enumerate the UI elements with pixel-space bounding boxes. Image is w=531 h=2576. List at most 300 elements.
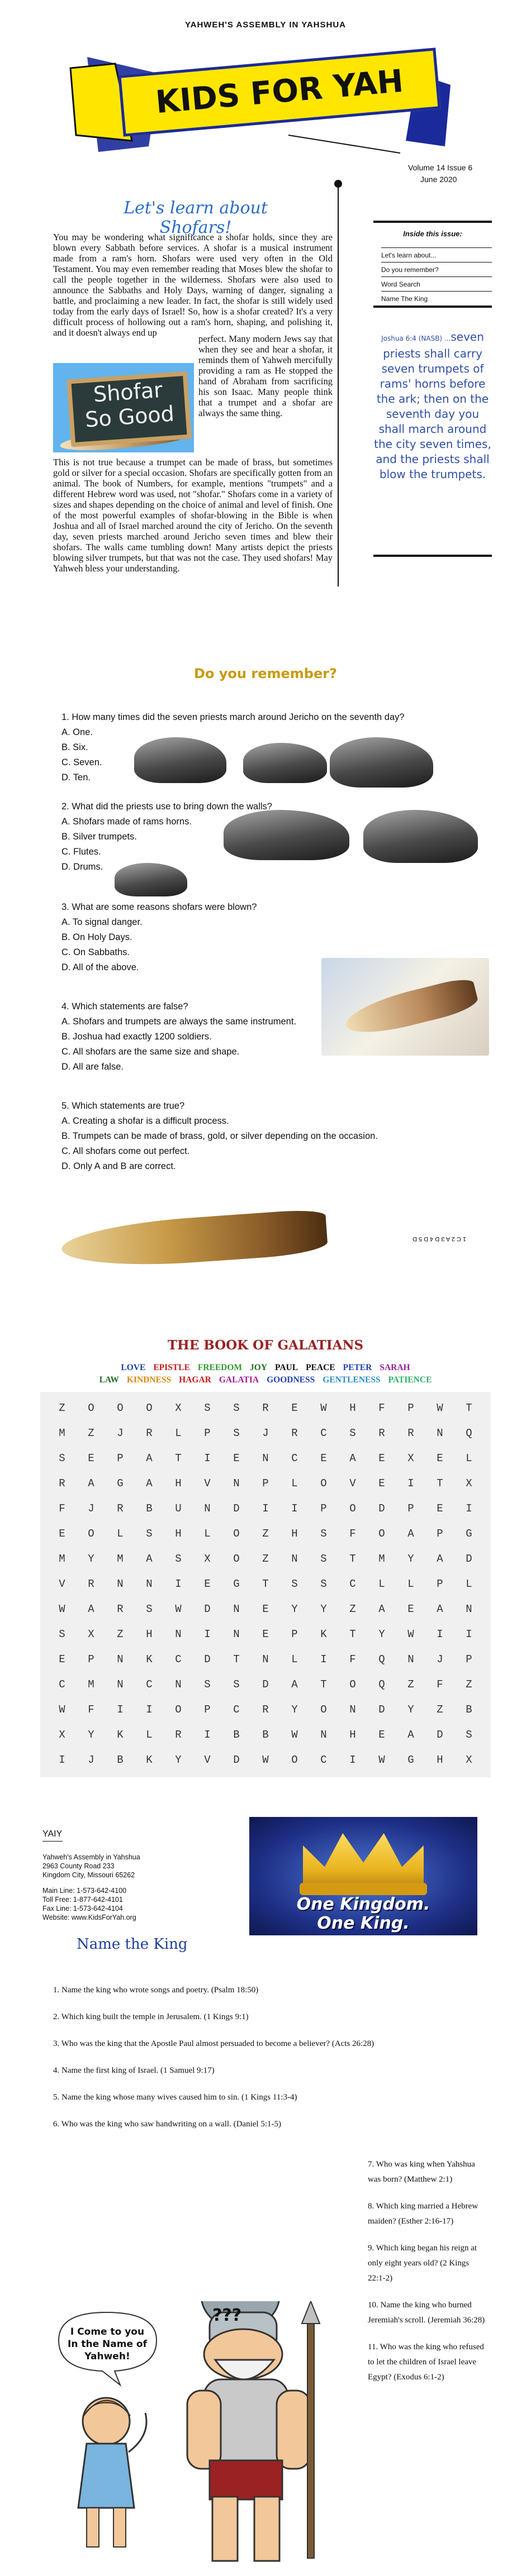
grid-letter[interactable]: P: [88, 1653, 94, 1666]
crown-band: [300, 1883, 427, 1895]
grid-letter[interactable]: Q: [378, 1653, 385, 1666]
grid-letter[interactable]: M: [88, 1678, 94, 1691]
question-marks: ???: [212, 2306, 242, 2325]
grid-letter[interactable]: E: [378, 1477, 385, 1490]
grid-letter[interactable]: E: [59, 1528, 65, 1540]
grid-letter[interactable]: T: [437, 1477, 443, 1490]
grid-letter[interactable]: E: [320, 1452, 327, 1464]
grid-letter[interactable]: R: [407, 1427, 414, 1439]
grid-letter[interactable]: P: [407, 1502, 414, 1515]
grid-letter[interactable]: E: [262, 1603, 269, 1615]
grid-letter[interactable]: I: [146, 1704, 153, 1716]
grid-letter[interactable]: B: [146, 1502, 153, 1515]
grid-letter[interactable]: G: [407, 1754, 414, 1766]
grid-letter[interactable]: N: [233, 1628, 240, 1640]
grid-letter[interactable]: S: [146, 1603, 153, 1615]
grid-letter[interactable]: P: [466, 1653, 472, 1666]
grid-letter[interactable]: T: [320, 1678, 327, 1691]
king-question: 9. Which king began his reign at only eight years old? (2 Kings 22:1-2): [368, 2244, 477, 2283]
grid-letter[interactable]: F: [349, 1528, 356, 1540]
grid-letter[interactable]: L: [204, 1528, 211, 1540]
grid-letter[interactable]: T: [175, 1452, 182, 1464]
grid-letter[interactable]: Y: [291, 1704, 298, 1716]
grid-letter[interactable]: Z: [466, 1678, 472, 1691]
grid-letter[interactable]: F: [349, 1653, 356, 1666]
grid-letter[interactable]: E: [407, 1603, 414, 1615]
grid-letter[interactable]: S: [204, 1402, 211, 1414]
grid-letter[interactable]: T: [349, 1553, 356, 1565]
grid-letter[interactable]: A: [437, 1553, 443, 1565]
grid-letter[interactable]: L: [175, 1427, 182, 1439]
inside-item: Word Search: [381, 276, 492, 292]
grid-letter[interactable]: R: [175, 1729, 182, 1741]
quiz-option: B. Trumpets can be made of brass, gold, or silver depending on the occasion.: [61, 1131, 378, 1141]
quiz-title: Do you remember?: [194, 666, 337, 681]
grid-letter[interactable]: N: [262, 1653, 269, 1666]
grid-letter[interactable]: A: [146, 1477, 153, 1490]
quiz-option: A. Creating a shofar is a difficult process.: [61, 1116, 229, 1126]
rule: [373, 221, 492, 223]
grid-letter[interactable]: Z: [262, 1553, 269, 1565]
grid-letter[interactable]: V: [204, 1477, 211, 1490]
grid-letter[interactable]: A: [146, 1452, 153, 1464]
grid-letter[interactable]: A: [88, 1477, 94, 1490]
grid-letter[interactable]: X: [407, 1452, 414, 1464]
grid-letter[interactable]: O: [291, 1754, 298, 1766]
crown-icon: [303, 1827, 424, 1888]
grid-letter[interactable]: N: [117, 1653, 124, 1666]
grid-letter[interactable]: B: [233, 1729, 240, 1741]
quiz-option: B. Six.: [61, 742, 88, 752]
king-question: 5. Name the king whose many wives caused him to sin. (1 Kings 11:3-4): [53, 2093, 297, 2102]
grid-letter[interactable]: H: [175, 1477, 182, 1490]
shofar-sign-image: [53, 363, 194, 452]
goliath-figure: [187, 2301, 320, 2561]
quiz-option: A. Shofars made of rams horns.: [61, 817, 192, 827]
grid-letter[interactable]: L: [466, 1578, 472, 1590]
grid-letter[interactable]: N: [466, 1603, 472, 1615]
grid-letter[interactable]: X: [88, 1628, 94, 1640]
grid-letter[interactable]: F: [437, 1678, 443, 1691]
grid-letter[interactable]: O: [175, 1704, 182, 1716]
grid-letter[interactable]: C: [233, 1704, 240, 1716]
grid-letter[interactable]: I: [262, 1502, 269, 1515]
grid-letter[interactable]: P: [117, 1452, 124, 1464]
word-bank-item: GENTLENESS: [323, 1375, 381, 1385]
grid-letter[interactable]: A: [407, 1729, 414, 1741]
grid-letter[interactable]: N: [407, 1653, 414, 1666]
shofar-horn-image: [342, 976, 480, 1041]
grid-letter[interactable]: E: [59, 1653, 65, 1666]
grid-letter[interactable]: O: [378, 1528, 385, 1540]
grid-letter[interactable]: J: [88, 1754, 94, 1766]
grid-letter[interactable]: E: [88, 1452, 94, 1464]
grid-letter[interactable]: O: [320, 1704, 327, 1716]
grid-letter[interactable]: P: [320, 1502, 327, 1515]
quiz-option: A. Shofars and trumpets are always the same instrument.: [61, 1017, 297, 1027]
contact-line: 2963 County Road 233: [42, 1862, 115, 1870]
grid-letter[interactable]: P: [291, 1628, 298, 1640]
grid-letter[interactable]: U: [175, 1502, 182, 1515]
grid-letter[interactable]: T: [233, 1653, 240, 1666]
rubble-image: [224, 810, 349, 860]
grid-letter[interactable]: Y: [88, 1729, 94, 1741]
grid-letter[interactable]: B: [262, 1729, 269, 1741]
king-question: 10. Name the king who burned Jeremiah's scroll. (Jeremiah 36:28): [368, 2301, 485, 2325]
grid-letter[interactable]: I: [59, 1754, 65, 1766]
grid-letter[interactable]: E: [204, 1578, 211, 1590]
grid-letter[interactable]: E: [378, 1729, 385, 1741]
grid-letter[interactable]: Z: [262, 1528, 269, 1540]
david-figure: [78, 2398, 146, 2547]
grid-letter[interactable]: E: [262, 1628, 269, 1640]
contact-line: Yahweh's Assembly in Yahshua: [42, 1853, 140, 1861]
grid-letter[interactable]: D: [204, 1603, 211, 1615]
grid-letter[interactable]: J: [117, 1427, 124, 1439]
grid-letter[interactable]: T: [262, 1578, 269, 1590]
king-question: 11. Who was the king who refused to let the children of Israel leave Egypt? (Exodus 6:1-2): [368, 2343, 484, 2382]
grid-letter[interactable]: O: [233, 1553, 240, 1565]
grid-letter[interactable]: G: [466, 1528, 472, 1540]
grid-letter[interactable]: Z: [59, 1402, 65, 1414]
grid-letter[interactable]: A: [88, 1603, 94, 1615]
grid-letter[interactable]: T: [349, 1628, 356, 1640]
word-bank-item: PEACE: [306, 1363, 335, 1372]
inside-item: Let's learn about...: [381, 247, 492, 263]
grid-letter[interactable]: Y: [407, 1553, 414, 1565]
contact-line: Kingdom City, Missouri 65262: [42, 1871, 135, 1879]
grid-letter[interactable]: Y: [88, 1553, 94, 1565]
grid-letter[interactable]: Z: [437, 1704, 443, 1716]
grid-letter[interactable]: R: [117, 1603, 124, 1615]
grid-letter[interactable]: I: [407, 1477, 414, 1490]
grid-letter[interactable]: N: [175, 1678, 182, 1691]
quiz-option: D. All of the above.: [61, 962, 139, 972]
grid-letter[interactable]: N: [262, 1452, 269, 1464]
grid-letter[interactable]: P: [204, 1427, 211, 1439]
grid-letter[interactable]: N: [204, 1502, 211, 1515]
grid-letter[interactable]: R: [88, 1578, 94, 1590]
yaiy-logo-text: YAIY: [42, 1829, 63, 1839]
rule: [373, 555, 492, 557]
grid-letter[interactable]: G: [233, 1578, 240, 1590]
grid-letter[interactable]: R: [262, 1402, 269, 1414]
grid-letter[interactable]: C: [146, 1678, 153, 1691]
grid-letter[interactable]: S: [233, 1402, 240, 1414]
grid-letter[interactable]: W: [407, 1628, 414, 1640]
rule: [42, 1841, 63, 1842]
grid-letter[interactable]: H: [349, 1402, 356, 1414]
grid-letter[interactable]: S: [175, 1553, 182, 1565]
grid-letter[interactable]: N: [233, 1477, 240, 1490]
grid-letter[interactable]: E: [233, 1452, 240, 1464]
king-question: 1. Name the king who wrote songs and poetry. (Psalm 18:50): [53, 1986, 259, 1995]
grid-letter[interactable]: O: [88, 1528, 94, 1540]
grid-letter[interactable]: P: [437, 1578, 443, 1590]
grid-letter[interactable]: R: [117, 1502, 124, 1515]
grid-letter[interactable]: M: [59, 1427, 65, 1439]
grid-letter[interactable]: M: [117, 1553, 124, 1565]
grid-letter[interactable]: C: [320, 1754, 327, 1766]
grid-letter[interactable]: N: [175, 1628, 182, 1640]
newsletter-title: KIDS FOR YAH: [118, 47, 440, 136]
slogan-line-2: One King.: [317, 1914, 410, 1933]
grid-letter[interactable]: V: [204, 1754, 211, 1766]
quiz-question: 4. Which statements are false?: [61, 1001, 188, 1012]
grid-letter[interactable]: K: [320, 1628, 327, 1640]
grid-letter[interactable]: S: [320, 1578, 327, 1590]
grid-letter[interactable]: P: [262, 1477, 269, 1490]
grid-letter[interactable]: M: [59, 1553, 65, 1565]
grid-letter[interactable]: S: [320, 1528, 327, 1540]
rubble-image: [243, 743, 327, 783]
issue-date: June 2020: [420, 175, 457, 184]
grid-letter[interactable]: P: [437, 1528, 443, 1540]
website-link[interactable]: Website: www.KidsForYah.org: [42, 1914, 136, 1921]
quiz-option: C. Flutes.: [61, 847, 101, 857]
word-bank-row: [0, 1375, 531, 1385]
grid-letter[interactable]: L: [146, 1729, 153, 1741]
grid-letter[interactable]: D: [233, 1502, 240, 1515]
grid-letter[interactable]: N: [437, 1427, 443, 1439]
grid-letter[interactable]: N: [117, 1578, 124, 1590]
grid-letter[interactable]: D: [204, 1653, 211, 1666]
quiz-option: D. Only A and B are correct.: [61, 1161, 176, 1171]
grid-letter[interactable]: D: [378, 1502, 385, 1515]
grid-letter[interactable]: R: [59, 1477, 65, 1490]
grid-letter[interactable]: Y: [175, 1754, 182, 1766]
grid-letter[interactable]: V: [349, 1477, 356, 1490]
grid-letter[interactable]: P: [407, 1402, 414, 1414]
grid-letter[interactable]: Y: [291, 1603, 298, 1615]
contact-line: Toll Free: 1-877-642-4101: [42, 1896, 123, 1904]
grid-letter[interactable]: X: [466, 1754, 472, 1766]
grid-letter[interactable]: L: [466, 1452, 472, 1464]
grid-letter[interactable]: A: [146, 1553, 153, 1565]
grid-letter[interactable]: C: [349, 1578, 356, 1590]
word-bank-item: LOVE: [121, 1363, 146, 1372]
grid-letter[interactable]: Q: [378, 1678, 385, 1691]
quiz-option: B. Silver trumpets.: [61, 832, 137, 842]
grid-letter[interactable]: X: [59, 1729, 65, 1741]
grid-letter[interactable]: H: [175, 1528, 182, 1540]
word-bank-item: SARAH: [380, 1363, 410, 1372]
grid-letter[interactable]: B: [466, 1704, 472, 1716]
grid-letter[interactable]: F: [59, 1502, 65, 1515]
grid-letter[interactable]: Z: [349, 1603, 356, 1615]
grid-letter[interactable]: S: [320, 1553, 327, 1565]
grid-letter[interactable]: N: [291, 1553, 298, 1565]
grid-letter[interactable]: O: [349, 1502, 356, 1515]
grid-letter[interactable]: Y: [407, 1704, 414, 1716]
grid-letter[interactable]: I: [320, 1653, 327, 1666]
grid-letter[interactable]: R: [378, 1427, 385, 1439]
grid-letter[interactable]: C: [291, 1452, 298, 1464]
grid-letter[interactable]: N: [117, 1678, 124, 1691]
grid-letter[interactable]: L: [378, 1578, 385, 1590]
grid-letter[interactable]: I: [175, 1578, 182, 1590]
word-bank-item: JOY: [250, 1363, 268, 1372]
grid-letter[interactable]: D: [437, 1729, 443, 1741]
bubble-line-1: I Come to you: [70, 2326, 145, 2338]
grid-letter[interactable]: Z: [407, 1678, 414, 1691]
grid-letter[interactable]: I: [204, 1729, 211, 1741]
grid-letter[interactable]: O: [233, 1528, 240, 1540]
rule: [373, 306, 492, 308]
grid-letter[interactable]: E: [437, 1452, 443, 1464]
grid-letter[interactable]: A: [378, 1603, 385, 1615]
grid-letter[interactable]: B: [117, 1754, 124, 1766]
grid-letter[interactable]: W: [291, 1729, 298, 1741]
grid-letter[interactable]: D: [466, 1553, 472, 1565]
king-question: 6. Who was the king who saw handwriting on a wall. (Daniel 5:1-5): [53, 2120, 281, 2129]
quiz-option: C. Seven.: [61, 757, 102, 767]
grid-letter[interactable]: S: [349, 1427, 356, 1439]
speech-bubble: [59, 2312, 157, 2385]
word-bank-row: [0, 1363, 531, 1373]
grid-letter[interactable]: W: [378, 1754, 385, 1766]
grid-letter[interactable]: H: [437, 1754, 443, 1766]
grid-letter[interactable]: J: [262, 1427, 269, 1439]
grid-letter[interactable]: H: [291, 1528, 298, 1540]
grid-letter[interactable]: A: [349, 1452, 356, 1464]
grid-letter[interactable]: L: [291, 1653, 298, 1666]
grid-letter[interactable]: I: [204, 1628, 211, 1640]
grid-letter[interactable]: O: [117, 1402, 124, 1414]
word-search-grid: [40, 1392, 491, 1777]
king-question: 8. Which king married a Hebrew maiden? (Esther 2:16-17): [368, 2202, 478, 2226]
grid-letter[interactable]: I: [204, 1452, 211, 1464]
grid-letter[interactable]: C: [320, 1427, 327, 1439]
grid-letter[interactable]: O: [146, 1402, 153, 1414]
grid-letter[interactable]: W: [59, 1704, 65, 1716]
king-question: 3. Who was the king that the Apostle Paul almost persuaded to become a believer? (Acts 26:28): [53, 2039, 374, 2048]
grid-letter[interactable]: S: [466, 1729, 472, 1741]
verse-body: seven priests shall carry seven trumpets of rams' horns before the ark; then on the seventh day you shall march around the city seven times, and the priests shall blow the trumpets.: [374, 330, 491, 481]
rubble-image: [134, 737, 226, 783]
grid-letter[interactable]: R: [146, 1427, 153, 1439]
quiz-question: 3. What are some reasons shofars were blown?: [61, 902, 257, 912]
bubble-line-3: Yahweh!: [84, 2351, 130, 2362]
grid-letter[interactable]: W: [59, 1603, 65, 1615]
verse-reference: Joshua 6:4 (NASB) ...: [381, 335, 451, 342]
grid-letter[interactable]: E: [378, 1452, 385, 1464]
grid-letter[interactable]: N: [146, 1578, 153, 1590]
word-bank-item: PAUL: [275, 1363, 298, 1372]
crown-image: [249, 1817, 477, 1935]
grid-letter[interactable]: L: [291, 1477, 298, 1490]
grid-letter[interactable]: I: [291, 1502, 298, 1515]
grid-letter[interactable]: R: [291, 1427, 298, 1439]
grid-letter[interactable]: N: [349, 1704, 356, 1716]
grid-letter[interactable]: W: [175, 1603, 182, 1615]
grid-letter[interactable]: X: [204, 1553, 211, 1565]
quiz-option: D. All are false.: [61, 1062, 124, 1072]
grid-letter[interactable]: I: [117, 1704, 124, 1716]
grid-letter[interactable]: H: [349, 1729, 356, 1741]
grid-letter[interactable]: R: [262, 1704, 269, 1716]
grid-letter[interactable]: E: [291, 1402, 298, 1414]
grid-letter[interactable]: D: [233, 1754, 240, 1766]
grid-letter[interactable]: F: [378, 1402, 385, 1414]
crown-slogan: [249, 1895, 477, 1933]
grid-letter[interactable]: N: [320, 1729, 327, 1741]
grid-letter[interactable]: W: [320, 1402, 327, 1414]
grid-letter[interactable]: K: [146, 1754, 153, 1766]
grid-letter[interactable]: P: [204, 1704, 211, 1716]
grid-letter[interactable]: D: [378, 1704, 385, 1716]
grid-letter[interactable]: S: [291, 1578, 298, 1590]
grid-letter[interactable]: S: [59, 1452, 65, 1464]
grid-letter[interactable]: E: [437, 1502, 443, 1515]
grid-letter[interactable]: S: [146, 1528, 153, 1540]
bubble-line-2: In the Name of: [68, 2339, 147, 2350]
quiz-option: C. On Sabbaths.: [61, 947, 130, 957]
grid-letter[interactable]: C: [175, 1653, 182, 1666]
word-bank-item: KINDNESS: [126, 1375, 172, 1385]
grid-letter[interactable]: I: [466, 1628, 472, 1640]
grid-letter[interactable]: M: [378, 1553, 385, 1565]
grid-letter[interactable]: I: [466, 1502, 472, 1515]
grid-letter[interactable]: Z: [117, 1628, 124, 1640]
grid-letter[interactable]: D: [262, 1678, 269, 1691]
grid-letter[interactable]: L: [407, 1578, 414, 1590]
grid-letter[interactable]: O: [320, 1477, 327, 1490]
word-bank-item: GOODNESS: [267, 1375, 315, 1385]
grid-letter[interactable]: Y: [320, 1603, 327, 1615]
grid-letter[interactable]: X: [466, 1477, 472, 1490]
grid-letter[interactable]: A: [407, 1528, 414, 1540]
grid-letter[interactable]: S: [233, 1427, 240, 1439]
quiz-option: D. Drums.: [61, 862, 103, 872]
quiz-option: C. All shofars are the same size and shape.: [61, 1047, 240, 1057]
grid-letter[interactable]: S: [59, 1628, 65, 1640]
word-bank-item: EPISTLE: [153, 1363, 190, 1372]
grid-letter[interactable]: J: [437, 1653, 443, 1666]
grid-letter[interactable]: I: [349, 1754, 356, 1766]
grid-letter[interactable]: J: [88, 1502, 94, 1515]
grid-letter[interactable]: K: [117, 1729, 124, 1741]
grid-letter[interactable]: S: [204, 1678, 211, 1691]
grid-letter[interactable]: F: [88, 1704, 94, 1716]
grid-letter[interactable]: H: [146, 1628, 153, 1640]
grid-letter[interactable]: K: [146, 1653, 153, 1666]
grid-letter[interactable]: T: [466, 1402, 472, 1414]
grid-letter[interactable]: I: [437, 1628, 443, 1640]
grid-letter[interactable]: A: [291, 1678, 298, 1691]
grid-letter[interactable]: W: [437, 1402, 443, 1414]
grid-letter[interactable]: Z: [88, 1427, 94, 1439]
grid-letter[interactable]: O: [88, 1402, 94, 1414]
sign-line-2: So Good: [84, 401, 176, 432]
grid-letter[interactable]: Q: [466, 1427, 472, 1439]
grid-letter[interactable]: A: [437, 1603, 443, 1615]
grid-letter[interactable]: G: [117, 1477, 124, 1490]
grid-letter[interactable]: Y: [378, 1628, 385, 1640]
grid-letter[interactable]: O: [349, 1678, 356, 1691]
grid-letter[interactable]: C: [59, 1678, 65, 1691]
contact-line: Main Line: 1-573-642-4100: [42, 1887, 127, 1895]
grid-letter[interactable]: N: [233, 1603, 240, 1615]
verse-text: [373, 330, 492, 482]
grid-letter[interactable]: X: [175, 1402, 182, 1414]
grid-letter[interactable]: W: [262, 1754, 269, 1766]
rubble-image: [330, 737, 433, 788]
grid-letter[interactable]: L: [117, 1528, 124, 1540]
grid-letter[interactable]: V: [59, 1578, 65, 1590]
grid-letter[interactable]: S: [233, 1678, 240, 1691]
shofar-horn-image: [60, 1209, 328, 1272]
